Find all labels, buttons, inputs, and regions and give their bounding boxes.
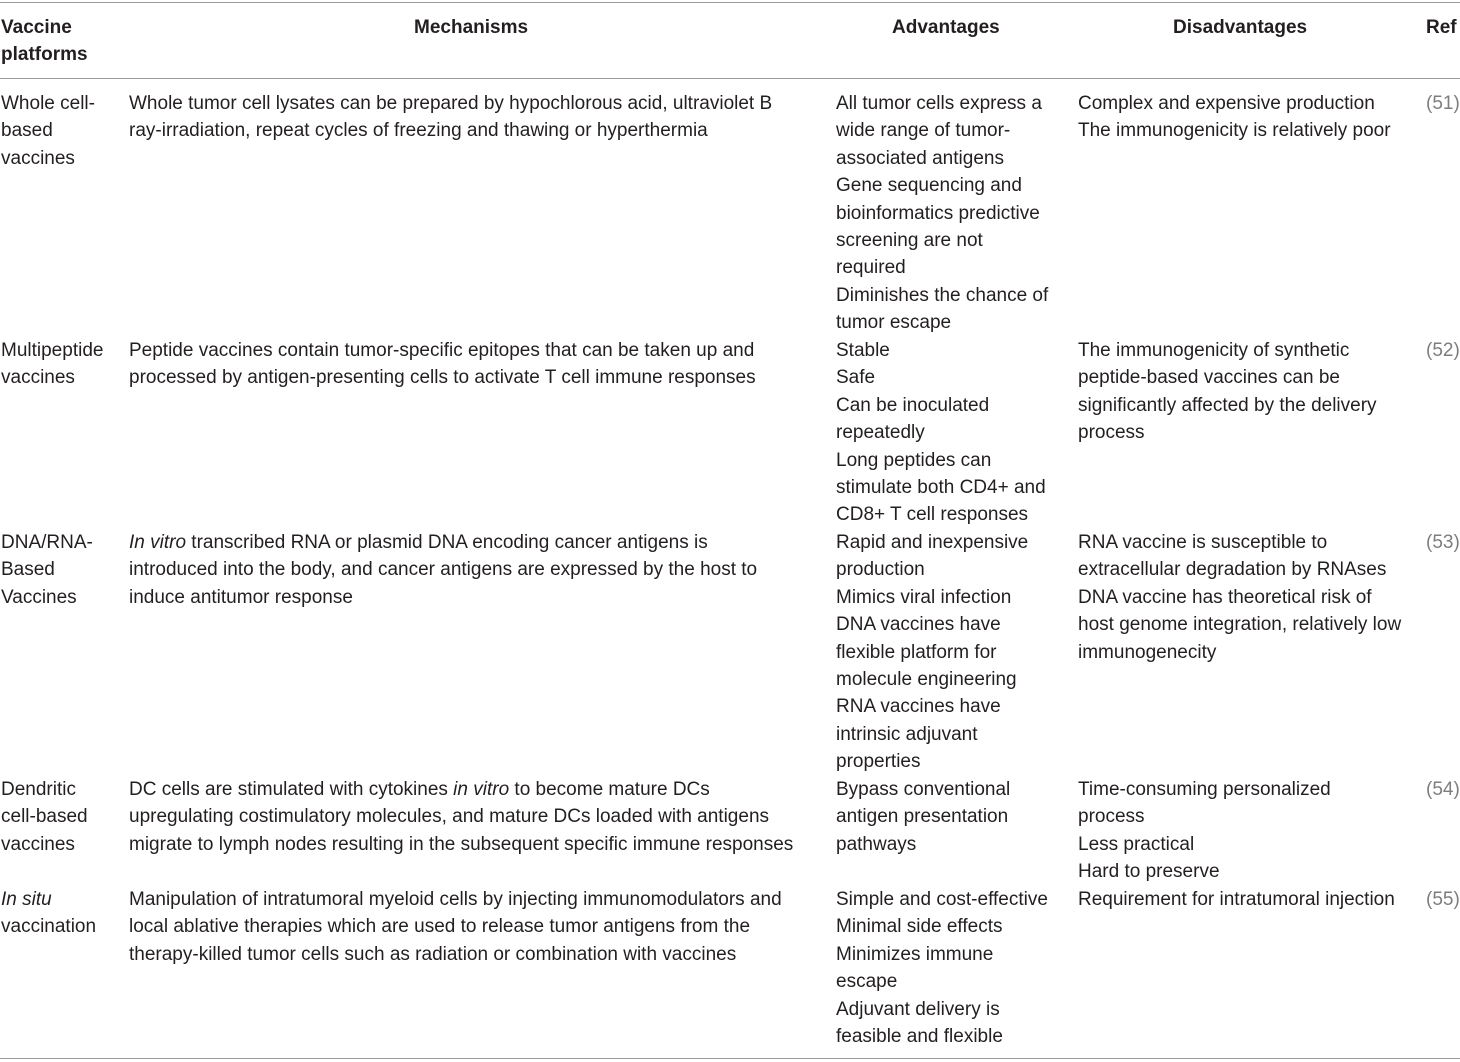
- advantages-cell: All tumor cells express a wide range of tumor- associated antigens Gene sequencing and bioinformatics predictive screening are not required Diminishes the chance of tumor escape: [836, 93, 1049, 334]
- header-disadvantages: Disadvantages: [1173, 17, 1308, 38]
- mechanism-cell: Peptide vaccines contain tumor-specific epitopes that can be taken up and processed by antigen-presenting cells to activate T cell immune responses: [129, 340, 756, 389]
- platform-cell: Dendritic cell-based vaccines: [1, 779, 88, 855]
- header-advantages: Advantages: [892, 17, 1000, 38]
- platform-cell: Whole cell- based vaccines: [1, 93, 95, 169]
- disadvantages-cell: Complex and expensive production The immunogenicity is relatively poor: [1078, 93, 1391, 142]
- ref-link[interactable]: (53): [1426, 532, 1460, 553]
- mechanism-cell: Whole tumor cell lysates can be prepared by hypochlorous acid, ultraviolet B ray-irradiation, repeat cycles of freezing and thawing or hyperthermia: [129, 93, 773, 142]
- table-top-rule: [0, 2, 1460, 3]
- platform-cell: DNA/RNA- Based Vaccines: [1, 532, 93, 608]
- header-vaccine-platforms: Vaccine platforms: [1, 17, 88, 65]
- mechanism-cell: DC cells are stimulated with cytokines in vitro to become mature DCs upregulating costimulatory molecules, and mature DCs loaded with antigens migrate to lymph nodes resulting in the subsequent specific immune responses: [129, 779, 794, 855]
- advantages-cell: Simple and cost-effective Minimal side effects Minimizes immune escape Adjuvant delivery is feasible and flexible: [836, 889, 1048, 1048]
- disadvantages-cell: Time-consuming personalized process Less practical Hard to preserve: [1078, 779, 1331, 883]
- mechanism-cell: Manipulation of intratumoral myeloid cells by injecting immunomodulators and local ablative therapies which are used to release tumor antigens from the therapy-killed tumor cells such as radiation or combination with vaccines: [129, 889, 782, 965]
- disadvantages-cell: The immunogenicity of synthetic peptide-based vaccines can be significantly affected by the delivery process: [1078, 340, 1377, 444]
- disadvantages-cell: Requirement for intratumoral injection: [1078, 889, 1395, 910]
- ref-link[interactable]: (54): [1426, 779, 1460, 800]
- advantages-cell: Rapid and inexpensive production Mimics viral infection DNA vaccines have flexible platform for molecule engineering RNA vaccines have intrinsic adjuvant properties: [836, 532, 1029, 773]
- header-mechanisms: Mechanisms: [414, 17, 529, 38]
- ref-link[interactable]: (51): [1426, 93, 1460, 114]
- mechanism-cell: In vitro transcribed RNA or plasmid DNA encoding cancer antigens is introduced into the body, and cancer antigens are expressed by the host to induce antitumor response: [129, 532, 758, 608]
- advantages-cell: Stable Safe Can be inoculated repeatedly Long peptides can stimulate both CD4+ and CD8+ T cell responses: [836, 340, 1046, 526]
- table-bottom-rule: [0, 1058, 1460, 1059]
- advantages-cell: Bypass conventional antigen presentation pathways: [836, 779, 1011, 855]
- platform-cell: In situ vaccination: [1, 889, 97, 938]
- header-ref: Ref: [1426, 17, 1457, 38]
- header-rule: [0, 78, 1460, 79]
- disadvantages-cell: RNA vaccine is susceptible to extracellular degradation by RNAses DNA vaccine has theoretical risk of host genome integration, relatively low immunogenecity: [1078, 532, 1402, 663]
- ref-link[interactable]: (55): [1426, 889, 1460, 910]
- platform-cell: Multipeptide vaccines: [1, 340, 104, 389]
- ref-link[interactable]: (52): [1426, 340, 1460, 361]
